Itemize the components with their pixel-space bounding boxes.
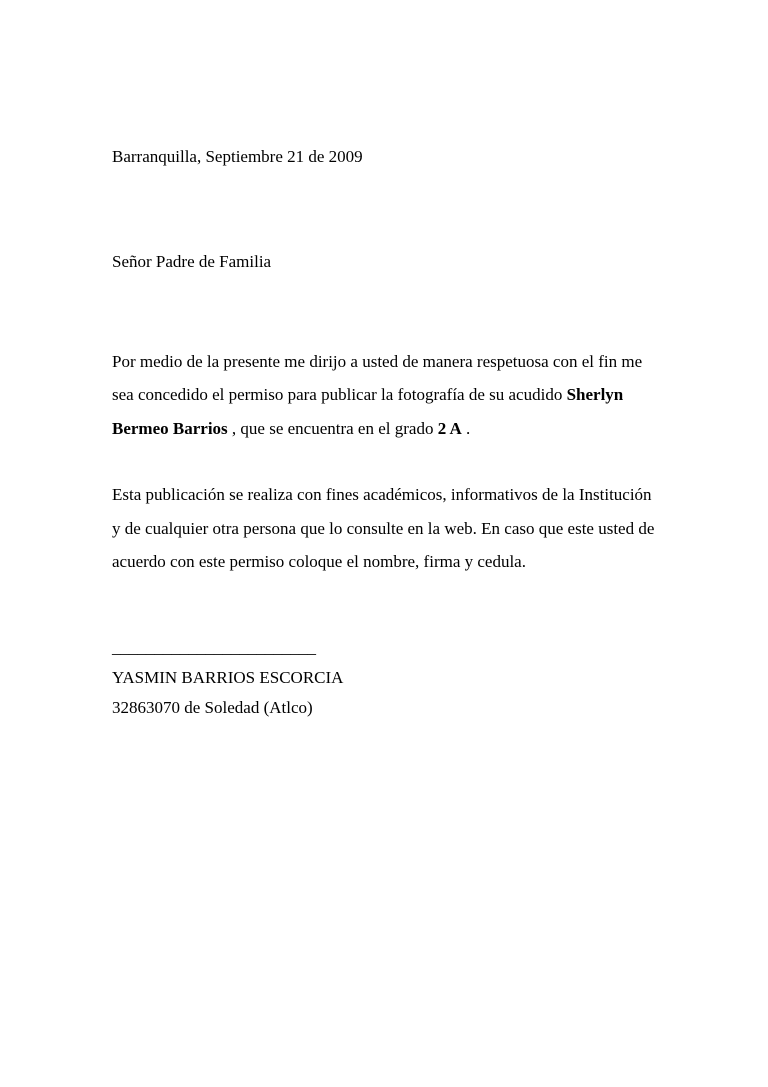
date-line: Barranquilla, Septiembre 21 de 2009	[112, 147, 363, 166]
signer-name: YASMIN BARRIOS ESCORCIA	[112, 668, 344, 687]
signer-id: 32863070 de Soledad (Atlco)	[112, 698, 313, 717]
grade: 2 A	[437, 419, 462, 438]
paragraph-line: y de cualquier otra persona que lo consulte en la web. En caso que este usted de	[112, 519, 655, 538]
paragraph-line	[112, 419, 470, 439]
salutation: Señor Padre de Familia	[112, 252, 272, 271]
text: .	[461, 419, 471, 438]
student-last-name: Bermeo Barrios	[112, 419, 228, 438]
paragraph-line	[112, 385, 623, 405]
text: sea concedido el permiso para publicar la fotografía de su acudido	[112, 385, 567, 404]
student-first-name: Sherlyn	[566, 385, 624, 404]
text: , que se encuentra en el grado	[227, 419, 438, 438]
paragraph-line: Por medio de la presente me dirijo a usted de manera respetuosa con el fin me	[112, 352, 643, 371]
paragraph-line: acuerdo con este permiso coloque el nombre, firma y cedula.	[112, 552, 526, 571]
signature-line: ________________________	[112, 638, 316, 657]
paragraph-line: Esta publicación se realiza con fines académicos, informativos de la Institución	[112, 485, 652, 504]
